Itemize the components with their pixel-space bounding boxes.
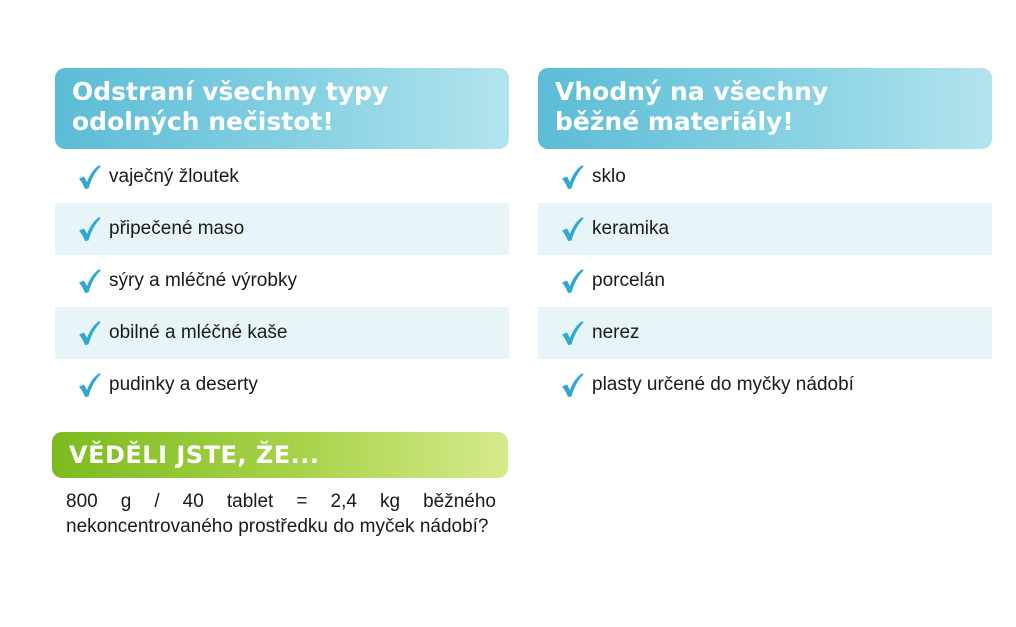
left-header-line-1: Odstraní všechny typy: [72, 77, 389, 106]
check-icon: [77, 268, 101, 294]
list-item-label: nerez: [592, 322, 640, 343]
did-you-know-header: [52, 432, 508, 478]
material-list: [538, 151, 992, 411]
list-item: [55, 203, 509, 255]
right-header-line-1: Vhodný na všechny: [555, 77, 829, 106]
list-item: [538, 203, 992, 255]
check-icon: [77, 372, 101, 398]
check-icon: [560, 320, 584, 346]
list-item: [538, 255, 992, 307]
list-item: [55, 151, 509, 203]
list-item-label: sklo: [592, 166, 626, 187]
list-item-label: sýry a mléčné výrobky: [109, 270, 297, 291]
list-item: [538, 151, 992, 203]
list-item: [55, 255, 509, 307]
left-header-line-2: odolných nečistot!: [72, 107, 334, 136]
check-icon: [560, 216, 584, 242]
list-item-label: pudinky a deserty: [109, 374, 258, 395]
list-item: [538, 359, 992, 411]
right-panel: [538, 68, 992, 411]
check-icon: [560, 164, 584, 190]
stain-list: [55, 151, 509, 411]
list-item-label: obilné a mléčné kaše: [109, 322, 288, 343]
did-you-know-text: 800 g / 40 tablet = 2,4 kg běžného nekoncentrovaného prostředku do myček nádobí?: [66, 491, 496, 537]
list-item-label: připečené maso: [109, 218, 245, 239]
list-item-label: vaječný žloutek: [109, 166, 239, 187]
list-item-label: keramika: [592, 218, 670, 239]
check-icon: [560, 372, 584, 398]
check-icon: [77, 216, 101, 242]
check-icon: [77, 164, 101, 190]
list-item: [538, 307, 992, 359]
check-icon: [77, 320, 101, 346]
list-item: [55, 307, 509, 359]
did-you-know-title: VĚDĚLI JSTE, ŽE...: [69, 441, 320, 469]
left-panel: [55, 68, 509, 411]
right-panel-header: [538, 68, 992, 149]
left-panel-header: [55, 68, 509, 149]
list-item: [55, 359, 509, 411]
list-item-label: plasty určené do myčky nádobí: [592, 374, 854, 395]
list-item-label: porcelán: [592, 270, 665, 291]
check-icon: [560, 268, 584, 294]
right-header-line-2: běžné materiály!: [555, 107, 794, 136]
